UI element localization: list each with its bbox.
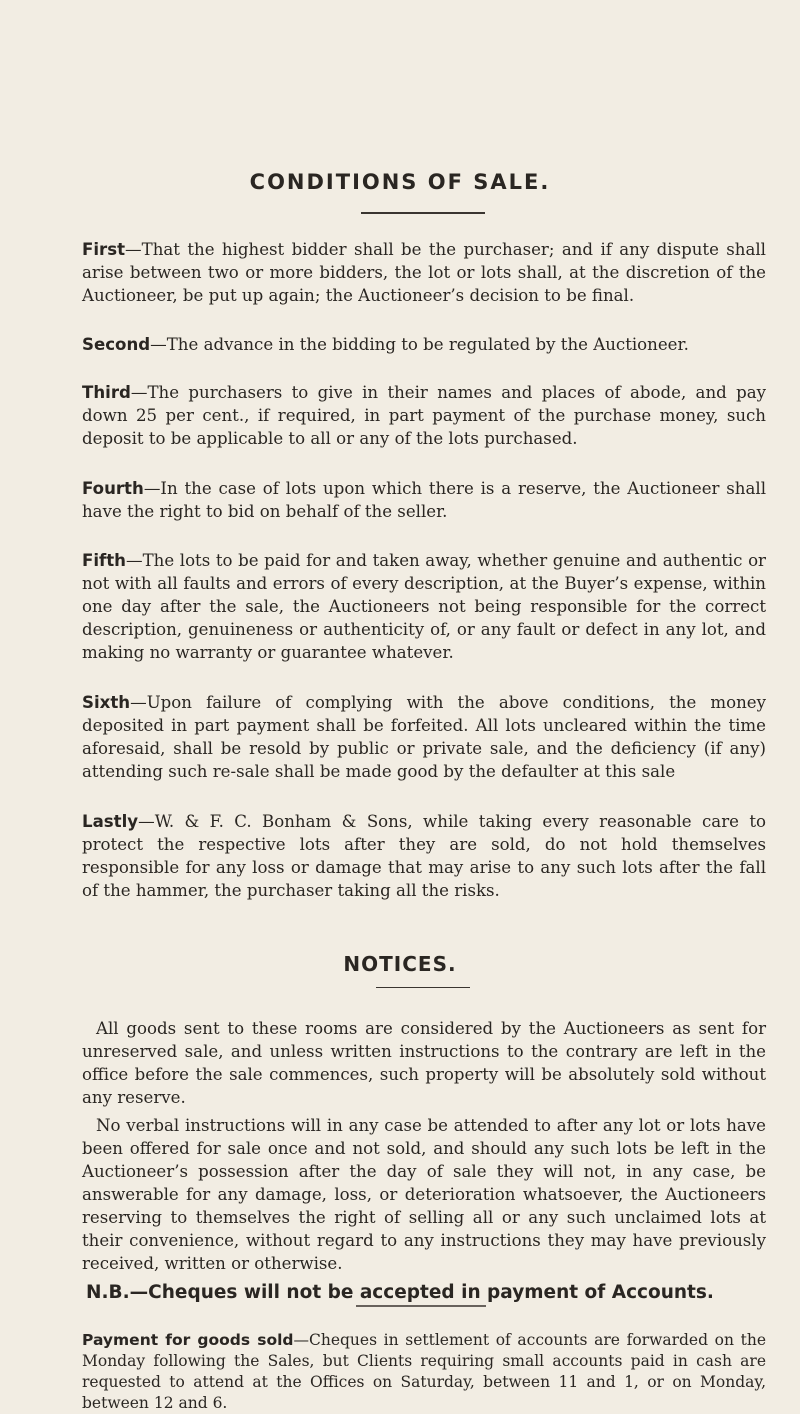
condition-text: —That the highest bidder shall be the purchaser; and if any dispute shall arise between two or more bidders, the lot or lots shall, at the discretion of the Auctioneer, be put up again; the Auctioneer’s decision to be final.	[82, 240, 766, 305]
condition-text: —The lots to be paid for and taken away, whether genuine and authentic or not with all faults and errors of every description, at the Buyer’s expense, within one day after the sale, the Auctioneers not being responsible for the correct description, genuineness or authenticity of, or any fault or defect in any lot, and making no warranty or guarantee whatever.	[82, 551, 766, 662]
payment-lead: Payment for goods sold	[82, 1331, 294, 1349]
condition-first	[82, 238, 766, 307]
lower-section-clip	[0, 1320, 800, 1412]
payment-text: —Cheques in settlement of accounts are forwarded on the Monday following the Sales, but Clients requiring small accounts paid in cash are requested to attend at the Offices on Saturday, between 11 and 1, or on Monday, between 12 and 6.	[82, 1331, 766, 1412]
condition-lead: Fifth	[82, 551, 126, 570]
condition-second	[82, 333, 766, 356]
notice-unreserved: All goods sent to these rooms are considered by the Auctioneers as sent for unreserved sale, and unless written instructions to the contrary are left in the office before the sale commences, such property will be absolutely sold without any reserve.	[82, 1019, 766, 1107]
condition-text: —W. & F. C. Bonham & Sons, while taking every reasonable care to protect the respective lots after they are sold, do not hold themselves responsible for any loss or damage that may arise to any such lots after the fall of the hammer, the purchaser taking all the risks.	[82, 812, 766, 900]
condition-text: —The purchasers to give in their names and places of abode, and pay down 25 per cent., if required, in part payment of the purchase money, such deposit to be applicable to all or any of the lots purchased.	[82, 383, 766, 448]
notices-title: NOTICES.	[343, 952, 457, 976]
conditions-title: CONDITIONS OF SALE.	[249, 170, 551, 194]
condition-text: —In the case of lots upon which there is a reserve, the Auctioneer shall have the right to bid on behalf of the seller.	[82, 479, 766, 521]
condition-third	[82, 381, 766, 450]
notices-rule	[376, 987, 470, 988]
condition-fifth	[82, 549, 766, 664]
condition-lead: First	[82, 240, 126, 259]
title-rule	[361, 212, 485, 214]
condition-lead: Second	[82, 335, 151, 354]
condition-lastly	[82, 810, 766, 902]
condition-fourth	[82, 477, 766, 523]
condition-sixth	[82, 691, 766, 783]
payment-notice	[82, 1330, 766, 1414]
nb-cheques-notice: N.B.—Cheques will not be accepted in payment of Accounts.	[86, 1282, 714, 1303]
condition-text: —Upon failure of complying with the above conditions, the money deposited in part payment shall be forfeited. All lots uncleared within the time aforesaid, shall be resold by public or private sale, and the deficiency (if any) attending such re-sale shall be made good by the defaulter at this sale	[82, 693, 766, 781]
condition-lead: Fourth	[82, 479, 144, 498]
condition-lead: Sixth	[82, 693, 131, 712]
condition-lead: Third	[82, 383, 131, 402]
condition-text: —The advance in the bidding to be regulated by the Auctioneer.	[150, 335, 689, 354]
notice-verbal-instructions: No verbal instructions will in any case be attended to after any lot or lots have been offered for sale once and not sold, and should any such lots be left in the Auctioneer’s possession after the day of sale they will not, in any case, be answerable for any damage, loss, or deterioration whatsoever, the Auctioneers reserving to themselves the right of selling all or any such unclaimed lots at their convenience, without regard to any instructions they may have previously received, written or otherwise.	[82, 1116, 766, 1273]
condition-lead: Lastly	[82, 812, 139, 831]
